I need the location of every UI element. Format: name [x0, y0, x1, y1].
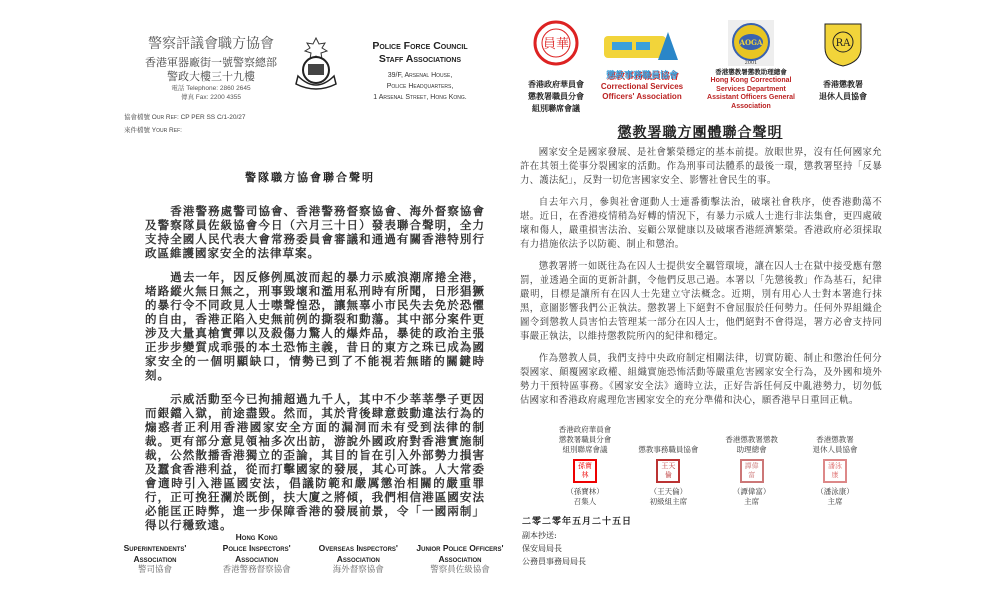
- left-letter-title: 警隊職方協會聯合聲明: [245, 171, 375, 184]
- letter-date: 二零二零年五月二十五日: [522, 517, 633, 527]
- seal-stamp: 譚偉富: [740, 459, 764, 483]
- address-zh-line: 警政大樓三十九樓: [167, 70, 255, 83]
- logo-aoga: AOGA 2001 香港懲教署懲教助理總會 Hong Kong Correctional Services Department Assistant Officers General Association: [696, 20, 806, 111]
- aoga-logo-icon: [728, 20, 774, 66]
- org-name-en: Staff Associations: [378, 53, 462, 65]
- cc-recipient: 公務員事務局局長: [522, 557, 586, 566]
- logo-csoa: 懲教事務職員協會 Correctional Services Officers' Association: [592, 30, 692, 102]
- paragraph: 作為懲教人員，我們支持中央政府制定相關法律，切實防範、制止和懲治任何分裂國家、顛覆國家政權、組織實施恐怖活動等嚴重危害國家安全行為，及外國和境外勢力干預特區事務。《國家安全法》適時立法，正好告訴任何反中亂港勢力，切勿低估國家和香港政府處理危害國家安全的充分準備和決心，願香港早日重回正軌。: [520, 353, 882, 406]
- footer-association: Junior Police Officers' Association 警察員佐級協會: [416, 543, 504, 575]
- right-letter-body: [520, 146, 882, 416]
- hkccsa-logo-icon: [533, 20, 579, 66]
- footer-association: Overseas Inspectors' Association 海外督察協會: [318, 543, 398, 575]
- address-zh-line: 香港軍器廠街一號警察總部: [145, 56, 277, 69]
- logo-hkccsa: 員華 香港政府華員會 懲教署職員分會 組別聯席會議: [526, 20, 586, 114]
- address-en-line: 1 Arsenal Street, Hong Kong.: [373, 94, 467, 101]
- footer-association: Superintendents' Association 警司協會: [123, 543, 187, 575]
- right-letter-title: 懲教署職方團體聯合聲明: [617, 125, 783, 141]
- right-letter-closing: [522, 516, 632, 568]
- right-letter-title-wrap: [600, 122, 800, 142]
- fax: 傳真 Fax: 2200 4355: [181, 94, 241, 101]
- your-ref: 來件檔號 Your Ref:: [124, 127, 182, 134]
- svg-text:員華: 員華: [542, 37, 570, 52]
- address-en-line: 39/F, Arsenal House,: [387, 72, 453, 79]
- csoa-logo-icon: [602, 30, 682, 66]
- svg-text:AOGA: AOGA: [739, 38, 763, 47]
- paragraph: 懲教署將一如既往為在囚人士提供安全羈管環境，讓在囚人士在獄中接受應有懲罰，並透過全面的更新計劃，令他們反思己過。本署以「先懲後教」作為基石，紀律嚴明，目標是讓所有在囚人士先建立守法概念。近期，別有用心人士對本署進行抹黑，意圖影響我們公正執法。懲教署上下絕對不會屈服於任何勢力。任何外界組織企圖令到懲教人員害怕去管理某一部分在囚人士，他們絕對不會得逞，署方必會支持同事嚴正執法，以維持懲教院所內的紀律和穩定。: [520, 261, 882, 342]
- left-letterhead-chinese: [138, 36, 284, 102]
- left-letter-body: [145, 204, 485, 542]
- police-crest-icon: [292, 36, 340, 94]
- paragraph: 香港警務處警司協會、香港警務督察協會、海外督察協會及警察隊員佐級協會今日（六月三十日）發表聯合聲明，全力支持全國人民代表大會常務委員會審議和通過有關香港特別行政區維護國家安全的法律草案。: [145, 204, 485, 260]
- telephone: 電話 Telephone: 2860 2645: [171, 85, 251, 92]
- footer-association: Hong Kong Police Inspectors' Association 香港警務督察協會: [222, 532, 291, 575]
- signatory: 香港懲教署 退休人員協會 潘泳康 （潘泳康） 主席: [812, 435, 858, 506]
- org-name-zh: 警察評議會職方協會: [148, 36, 274, 52]
- svg-text:RA: RA: [835, 38, 851, 49]
- retired-association-logo-icon: [823, 22, 863, 68]
- seal-stamp: 王天倫: [656, 459, 680, 483]
- address-en-line: Police Headquarters,: [386, 83, 454, 90]
- org-name-en: Police Force Council: [372, 40, 468, 52]
- our-ref: 協會檔號 Our Ref: CP PER SS C/1-20/27: [124, 114, 246, 121]
- paragraph: 國家安全是國家發展、是社會繁榮穩定的基本前提。放眼世界，沒有任何國家允許在其領土從事分裂國家的活動。作為刑事司法體系的最後一環，懲教署堅持「反暴力、護法紀」，反對一切危害國家安全、影響社會民生的事。: [520, 147, 882, 186]
- paragraph: 過去一年，因反修例風波而起的暴力示威浪潮席捲全港，堵路縱火無日無之，刑事毀壞和濫用私刑時有所聞，日形猖獗的暴行令不同政見人士噤聲惶恐，讓無辜小市民失去免於恐懼的自由，香港正陷入史無前例的撕裂和動蕩。其中部分案件更涉及大量真槍實彈以及殺傷力驚人的爆炸品，暴徒的政治主張正步步變質成乖張的本土恐怖主義，昔日的東方之珠已成為國家安全的一個明顯缺口，情勢已到了不能視若無睹的關鍵時刻。: [145, 270, 485, 382]
- left-letterhead-english: [352, 40, 488, 103]
- paragraph: 示威活動至今已拘捕超過九千人，其中不少莘莘學子更因而銀鐺入獄，前途盡毀。然而，其於背後肆意鼓動違法行為的煽惑者正利用香港國家安全方面的漏洞而未有受到法律的制裁。更有部分意見領袖多次出訪，游說外國政府對香港實施制裁，公然散播香港獨立的歪論，其目的旨在引入外部勢力損害及蠶食香港利益，從而打擊國家的發展，其心可誅。人大常委會適時引入港區國安法，倡議防範和嚴厲懲治相關的嚴重罪行，正可挽狂瀾於既倒，扶大廈之將傾，我們相信港區國安法必能匡正時弊，進一步保障香港的發展前景，令「一國兩制」得以行穩致遠。: [145, 392, 485, 532]
- signatories: [545, 425, 875, 507]
- left-letter-footer: [105, 532, 510, 576]
- cc-label: 副本抄送:: [522, 531, 557, 540]
- signatory: 香港政府華員會 懲教署職員分會 組別聯席會議 孫寶林 （孫寶林） 召集人: [558, 425, 612, 506]
- logo-retired-association: RA 香港懲教署 退休人員協會: [812, 22, 874, 102]
- cc-recipient: 保安局局長: [522, 544, 562, 553]
- paragraph: 自去年六月，參與社會運動人士連番衝擊法治，破壞社會秩序，使香港動蕩不堪。近日，在香港疫情稍為好轉的情況下，有暴力示威人士進行非法集會，更四處破壞和傷人，嚴重損害法治、妄顧公眾健康以及破壞香港經濟繁榮。香港政府必須採取有力措施依法予以防範、制止和懲治。: [520, 197, 882, 250]
- signatory: 懲教事務職員協會 王天倫 （王天倫） 初級組主席: [638, 445, 699, 506]
- signatory: 香港懲教署懲教 助理總會 譚偉富 （譚偉富） 主席: [725, 435, 778, 506]
- seal-stamp: 潘泳康: [823, 459, 847, 483]
- svg-text:2001: 2001: [744, 60, 758, 66]
- seal-stamp: 孫寶林: [573, 459, 597, 483]
